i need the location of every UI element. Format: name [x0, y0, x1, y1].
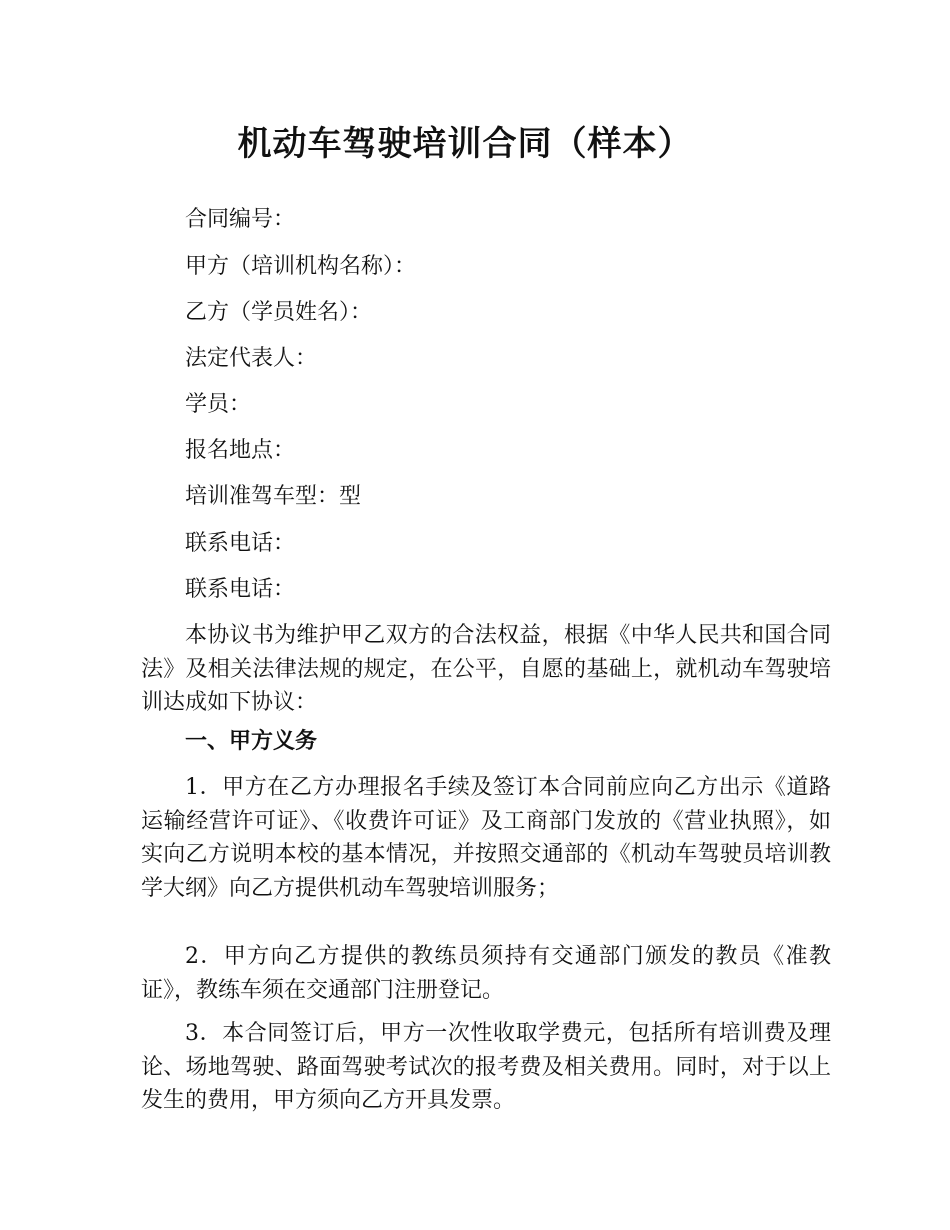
- document-title: 机动车驾驶培训合同（样本）: [237, 124, 693, 164]
- clause-2: 2．甲方向乙方提供的教练员须持有交通部门颁发的教员《准教证》，教练车须在交通部门注册登记。: [141, 944, 831, 1003]
- field-party-a: 甲方（培训机构名称）：: [185, 254, 417, 279]
- field-legal-rep: 法定代表人：: [185, 346, 318, 371]
- field-contract-no: 合同编号：: [185, 207, 296, 232]
- field-student: 学员：: [185, 392, 252, 417]
- clause-3: 3．本合同签订后，甲方一次性收取学费元，包括所有培训费及理论、场地驾驶、路面驾驶考试次的报考费及相关费用。同时，对于以上发生的费用，甲方须向乙方开具发票。: [141, 1021, 831, 1113]
- field-reg-location: 报名地点：: [185, 438, 296, 463]
- section-heading-party-a-obligations: 一、甲方义务: [185, 729, 318, 754]
- field-party-b: 乙方（学员姓名）：: [185, 300, 373, 325]
- field-vehicle-type: 培训准驾车型：型: [185, 484, 362, 509]
- intro-paragraph: 本协议书为维护甲乙双方的合法权益，根据《中华人民共和国合同法》及相关法律法规的规定，在公平，自愿的基础上，就机动车驾驶培训达成如下协议：: [141, 623, 831, 715]
- field-phone-1: 联系电话：: [185, 531, 296, 556]
- field-phone-2: 联系电话：: [185, 577, 296, 602]
- clause-1: 1．甲方在乙方办理报名手续及签订本合同前应向乙方出示《道路运输经营许可证》、《收费许可证》及工商部门发放的《营业执照》，如实向乙方说明本校的基本情况，并按照交通部的《机动车驾驶员培训教学大纲》向乙方提供机动车驾驶培训服务；: [141, 775, 831, 901]
